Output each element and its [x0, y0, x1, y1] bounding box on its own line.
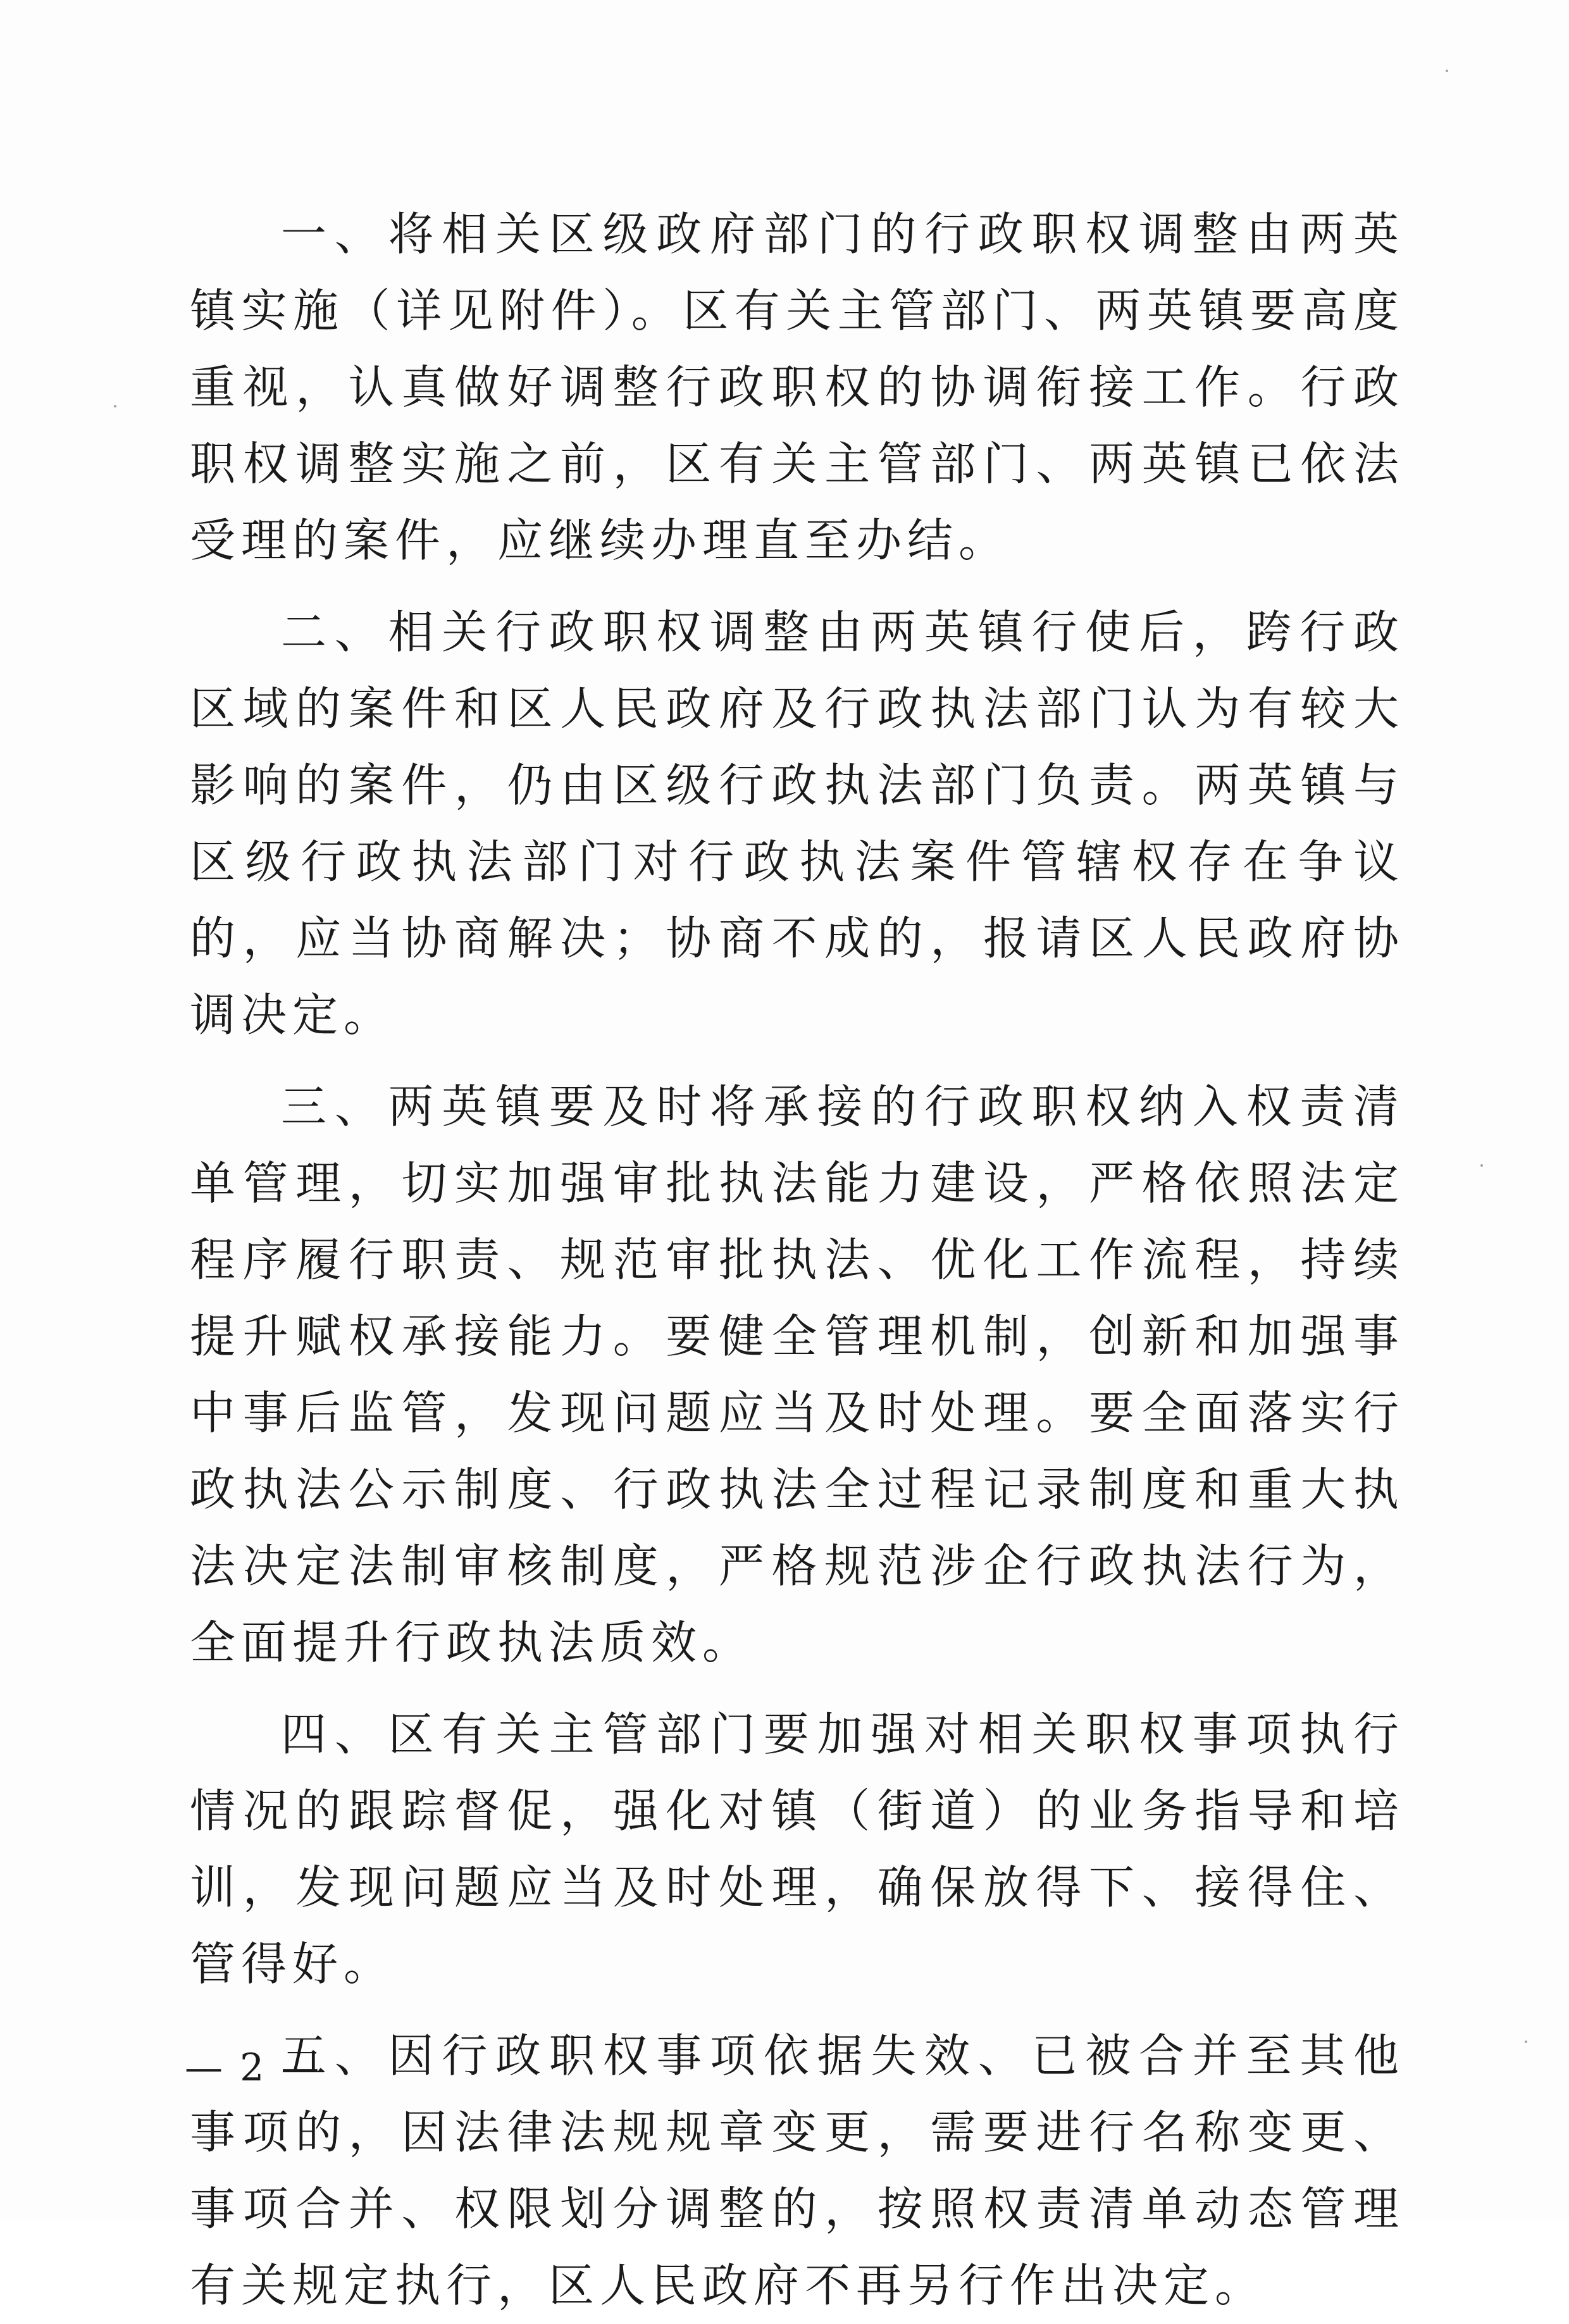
paragraph-4: 四、区有关主管部门要加强对相关职权事项执行情况的跟踪督促，强化对镇（街道）的业务指导和培训，发现问题应当及时处理，确保放得下、接得住、管得好。	[190, 1708, 1405, 1991]
scan-speck	[1446, 70, 1448, 72]
page-number: — 2 —	[185, 2046, 322, 2090]
paragraph-1: 一、将相关区级政府部门的行政职权调整由两英镇实施（详见附件）。区有关主管部门、两英镇要高度重视，认真做好调整行政职权的协调衔接工作。行政职权调整实施之前，区有关主管部门、两英镇已依法受理的案件，应继续办理直至办结。	[190, 208, 1405, 567]
paragraph-5: 五、因行政职权事项依据失效、已被合并至其他事项的，因法律法规规章变更，需要进行名称变更、事项合并、权限划分调整的，按照权责清单动态管理有关规定执行，区人民政府不再另行作出决定。	[190, 2029, 1405, 2312]
scan-speck	[1525, 2041, 1527, 2043]
paragraph-2: 二、相关行政职权调整由两英镇行使后，跨行政区域的案件和区人民政府及行政执法部门认为有较大影响的案件，仍由区级行政执法部门负责。两英镇与区级行政执法部门对行政执法案件管辖权存在争议的，应当协商解决；协商不成的，报请区人民政府协调决定。	[190, 606, 1405, 1041]
scan-speck	[1480, 1164, 1483, 1167]
document-body	[190, 196, 1405, 2324]
paragraph-3: 三、两英镇要及时将承接的行政职权纳入权责清单管理，切实加强审批执法能力建设，严格依照法定程序履行职责、规范审批执法、优化工作流程，持续提升赋权承接能力。要健全管理机制，创新和加强事中事后监管，发现问题应当及时处理。要全面落实行政执法公示制度、行政执法全过程记录制度和重大执法决定法制审核制度，严格规范涉企行政执法行为，全面提升行政执法质效。	[190, 1080, 1405, 1669]
scan-speck	[114, 405, 116, 407]
